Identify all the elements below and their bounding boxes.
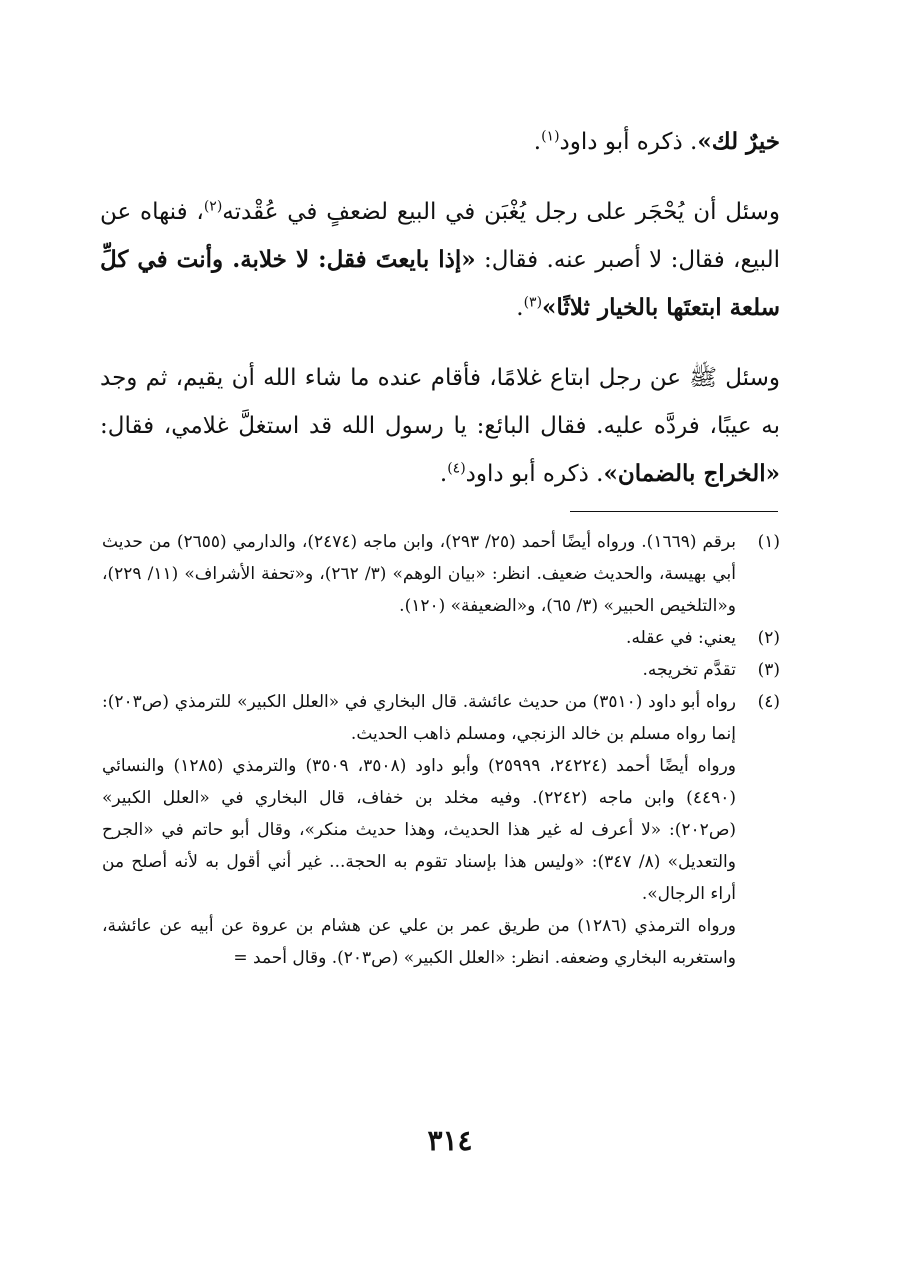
footnote-ref[interactable]: (١) — [541, 128, 560, 145]
footnote-ref[interactable]: (٣) — [523, 294, 543, 311]
footnote-number: (٢) — [757, 628, 780, 648]
footnote-3 — [102, 654, 780, 686]
footnote-text: تقدَّم تخريجه. — [642, 660, 736, 680]
footnote-ref[interactable]: (٢) — [203, 198, 223, 215]
paragraph-text: وسئل أن يُحْجَر على رجل يُغْبَن في البيع لضعفٍ في عُقْدته — [222, 199, 781, 225]
citation: . ذكره أبو داود — [559, 129, 698, 155]
footnote-number: (٣) — [757, 660, 780, 680]
footnote-4 — [102, 686, 780, 974]
footnote-2 — [102, 622, 780, 654]
hadith-quote: خيرٌ لك» — [697, 128, 780, 155]
paragraph-1: خيرٌ لك». ذكره أبو داود$^{(١)}$. — [533, 128, 780, 155]
footnote-1 — [102, 526, 780, 622]
footnote-number: (١) — [757, 532, 780, 552]
paragraph-2: وسئل أن يُحْجَر على رجل يُغْبَن في البيع لضعفٍ في عُقْدته$^{(٢)}$، فنهاه عن البيع، فقال: لا أصبر عنه. فقال: «إذا بايعتَ فقل: لا خلابة. وأنت في كلِّ سلعة ابتعتَها بالخيار ثلاثًا»$^{(٣)}$. — [100, 198, 781, 321]
hadith-quote: «إذا بايعتَ فقل: لا خلابة. وأنت في كلِّ سلعة ابتعتَها بالخيار ثلاثًا» — [100, 246, 780, 321]
footnote-text: ورواه أيضًا أحمد (٢٤٢٢٤، ٢٥٩٩٩) وأبو داود (٣٥٠٨، ٣٥٠٩) والترمذي (١٢٨٥) والنسائي (٤٤٩٠) وابن ماجه (٢٢٤٢). وفيه مخلد بن خفاف، قال البخاري في «العلل الكبير» (ص٢٠٢): «لا أعرف له غير هذا الحديث، وهذا حديث منكر»، وقال أبو حاتم في «الجرح والتعديل» (٨/ ٣٤٧): «وليس هذا بإسناد تقوم به الحجة... غير أني أقول به لأنه أصلح من أراء الرجال». — [102, 756, 737, 904]
footnote-text: برقم (١٦٦٩). ورواه أيضًا أحمد (٢٥/ ٢٩٣)، وابن ماجه (٢٤٧٤)، والدارمي (٢٦٥٥) من حديث أبي بهيسة، والحديث ضعيف. انظر: «بيان الوهم» (٣/ ٢٦٢)، و«تحفة الأشراف» (١١/ ٢٢٩)، و«التلخيص الحبير» (٣/ ٦٥)، و«الضعيفة» (١٢٠). — [102, 532, 737, 616]
footnote-text: يعني: في عقله. — [626, 628, 736, 648]
footnote-text: ورواه الترمذي (١٢٨٦) من طريق عمر بن علي عن هشام بن عروة عن أبيه عن عائشة، واستغربه البخاري وضعفه. انظر: «العلل الكبير» (ص٢٠٣). وقال أحمد = — [102, 916, 736, 968]
paragraph-text: ، فنهاه عن البيع، فقال: لا أصبر عنه. فقال: — [100, 199, 780, 273]
citation: . ذكره أبو داود — [465, 461, 604, 487]
page-number: ٣١٤ — [427, 1124, 473, 1157]
hadith-quote: «الخراج بالضمان» — [603, 460, 780, 487]
footnote-ref[interactable]: (٤) — [447, 460, 466, 477]
footnote-divider — [570, 511, 778, 512]
footnote-text: رواه أبو داود (٣٥١٠) من حديث عائشة. قال البخاري في «العلل الكبير» للترمذي (ص٢٠٣): إنما رواه مسلم بن خالد الزنجي، ومسلم ذاهب الحديث. — [102, 692, 736, 744]
paragraph-text: وسئل ﷺ عن رجل ابتاع غلامًا، فأقام عنده ما شاء الله أن يقيم، ثم وجد به عيبًا، فردَّه عليه. فقال البائع: يا رسول الله قد استغلَّ غلامي، فقال: — [100, 365, 780, 439]
footnotes — [102, 526, 780, 974]
paragraph-3: وسئل ﷺ عن رجل ابتاع غلامًا، فأقام عنده ما شاء الله أن يقيم، ثم وجد به عيبًا، فردَّه عليه. فقال البائع: يا رسول الله قد استغلَّ غلامي، فقال: «الخراج بالضمان». ذكره أبو داود$^{(٤)}$. — [100, 365, 780, 487]
main-text — [100, 118, 780, 520]
footnote-number: (٤) — [757, 692, 780, 712]
